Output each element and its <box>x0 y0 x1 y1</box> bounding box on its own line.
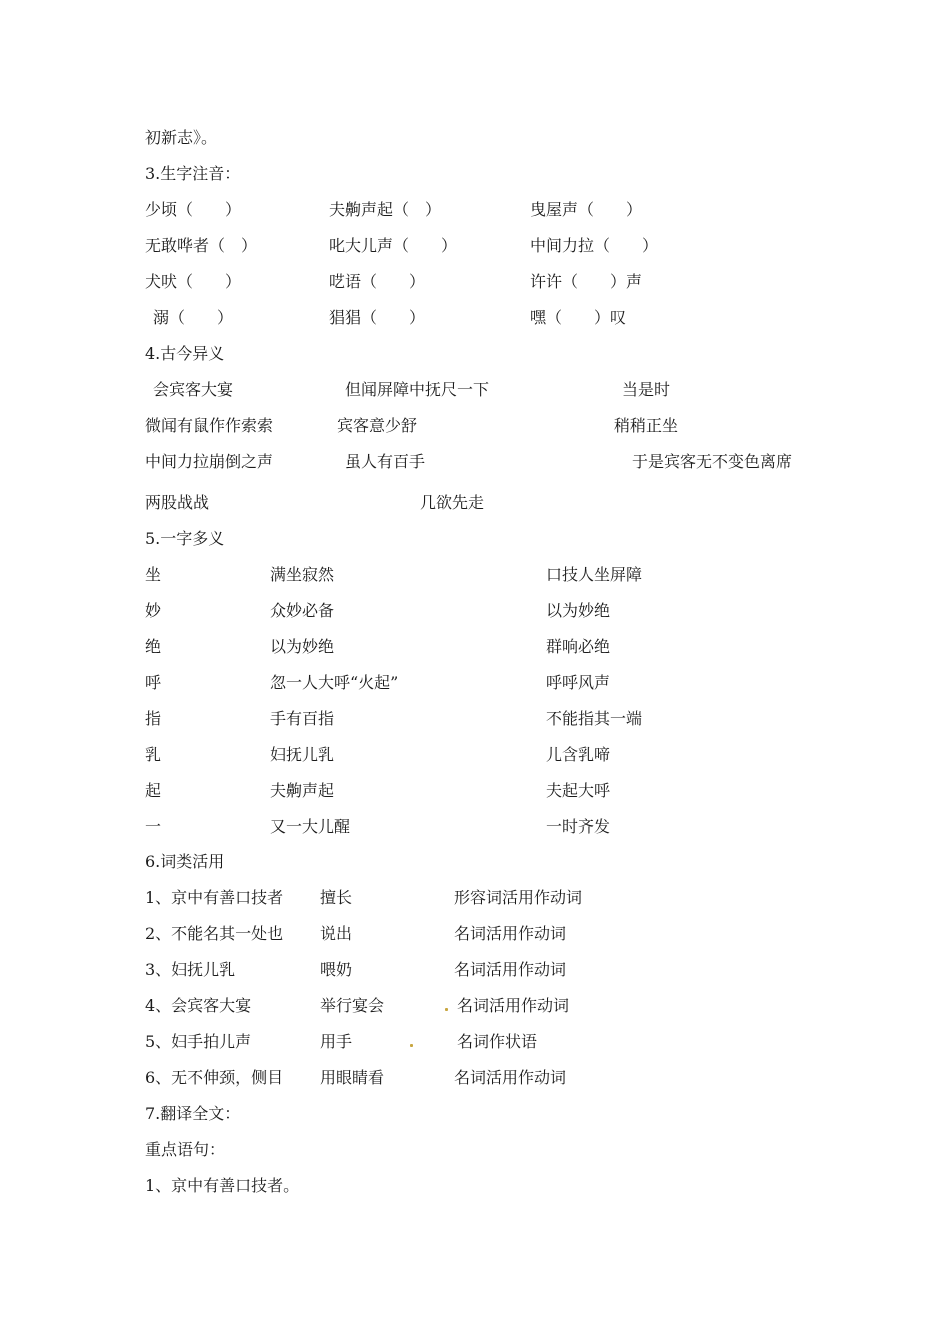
polysemy-char: 一 <box>145 817 162 836</box>
usage-sentence: 3、妇抚儿乳 <box>145 960 236 979</box>
term-item: 虽人有百手 <box>345 452 426 471</box>
usage-type: 形容词活用作动词 <box>454 888 583 907</box>
pinyin-item: 嘿（ ）叹 <box>530 308 627 327</box>
polysemy-example: 以为妙绝 <box>270 637 335 656</box>
section-4-heading: 4.古今异义 <box>145 344 225 363</box>
polysemy-char: 坐 <box>145 565 162 584</box>
pinyin-item: 许许（ ）声 <box>530 272 643 291</box>
term-item: 当是时 <box>622 380 671 399</box>
pinyin-item: 曳屋声（ ） <box>530 200 643 219</box>
polysemy-example: 儿含乳啼 <box>546 745 611 764</box>
pinyin-item: 夫齁声起（ ） <box>329 200 442 219</box>
polysemy-example: 夫起大呼 <box>546 781 611 800</box>
polysemy-example: 夫齁声起 <box>270 781 335 800</box>
usage-type: 名词活用作动词 <box>454 924 567 943</box>
usage-sentence: 4、会宾客大宴 <box>145 996 252 1015</box>
section-5-heading: 5.一字多义 <box>145 529 225 548</box>
polysemy-example: 手有百指 <box>270 709 335 728</box>
polysemy-example: 众妙必备 <box>270 601 335 620</box>
polysemy-char: 呼 <box>145 673 162 692</box>
polysemy-example: 一时齐发 <box>546 817 611 836</box>
usage-type: 名词作状语 <box>457 1032 538 1051</box>
pinyin-item: 无敢哗者（ ） <box>145 236 258 255</box>
polysemy-char: 起 <box>145 781 162 800</box>
section-7-heading: 7.翻译全文： <box>145 1104 241 1123</box>
polysemy-example: 忽一人大呼“火起” <box>270 673 399 692</box>
polysemy-char: 乳 <box>145 745 162 764</box>
usage-type: 名词活用作动词 <box>454 960 567 979</box>
usage-meaning: 用手 <box>320 1032 353 1051</box>
pinyin-item: 叱大儿声（ ） <box>329 236 458 255</box>
pinyin-item: 中间力拉（ ） <box>530 236 659 255</box>
term-item: 宾客意少舒 <box>337 416 418 435</box>
pinyin-item: 猖猖（ ） <box>329 308 426 327</box>
section-6-heading: 6.词类活用 <box>145 852 225 871</box>
term-item: 微闻有鼠作作索索 <box>145 416 274 435</box>
usage-sentence: 6、无不伸颈，侧目 <box>145 1068 284 1087</box>
term-item: 会宾客大宴 <box>153 380 234 399</box>
stray-dot <box>445 1008 448 1011</box>
pinyin-item: 少顷（ ） <box>145 200 242 219</box>
pinyin-item: 呓语（ ） <box>329 272 426 291</box>
term-item: 中间力拉崩倒之声 <box>145 452 274 471</box>
usage-meaning: 举行宴会 <box>320 996 385 1015</box>
polysemy-char: 妙 <box>145 601 162 620</box>
usage-meaning: 用眼睛看 <box>320 1068 385 1087</box>
polysemy-example: 群响必绝 <box>546 637 611 656</box>
polysemy-char: 绝 <box>145 637 162 656</box>
pinyin-item: 犬吠（ ） <box>145 272 242 291</box>
key-sentence-item: 1、京中有善口技者。 <box>145 1176 300 1195</box>
polysemy-example: 妇抚儿乳 <box>270 745 335 764</box>
polysemy-example: 呼呼风声 <box>546 673 611 692</box>
usage-meaning: 喂奶 <box>320 960 353 979</box>
usage-meaning: 擅长 <box>320 888 353 907</box>
key-sentences-label: 重点语句： <box>145 1140 226 1159</box>
polysemy-char: 指 <box>145 709 162 728</box>
polysemy-example: 不能指其一端 <box>546 709 643 728</box>
section-3-heading: 3.生字注音： <box>145 164 241 183</box>
usage-sentence: 1、京中有善口技者 <box>145 888 284 907</box>
term-item: 稍稍正坐 <box>614 416 679 435</box>
polysemy-example: 口技人坐屏障 <box>546 565 643 584</box>
intro-tail: 初新志》。 <box>145 128 218 147</box>
usage-type: 名词活用作动词 <box>457 996 570 1015</box>
term-item: 于是宾客无不变色离席 <box>632 452 793 471</box>
usage-sentence: 5、妇手拍儿声 <box>145 1032 252 1051</box>
term-item: 几欲先走 <box>420 493 485 512</box>
usage-sentence: 2、不能名其一处也 <box>145 924 284 943</box>
term-item: 但闻屏障中抚尺一下 <box>345 380 490 399</box>
term-item: 两股战战 <box>145 493 210 512</box>
polysemy-example: 满坐寂然 <box>270 565 335 584</box>
polysemy-example: 又一大儿醒 <box>270 817 351 836</box>
polysemy-example: 以为妙绝 <box>546 601 611 620</box>
stray-dot <box>410 1044 413 1047</box>
usage-meaning: 说出 <box>320 924 353 943</box>
usage-type: 名词活用作动词 <box>454 1068 567 1087</box>
pinyin-item: 溺（ ） <box>153 308 234 327</box>
